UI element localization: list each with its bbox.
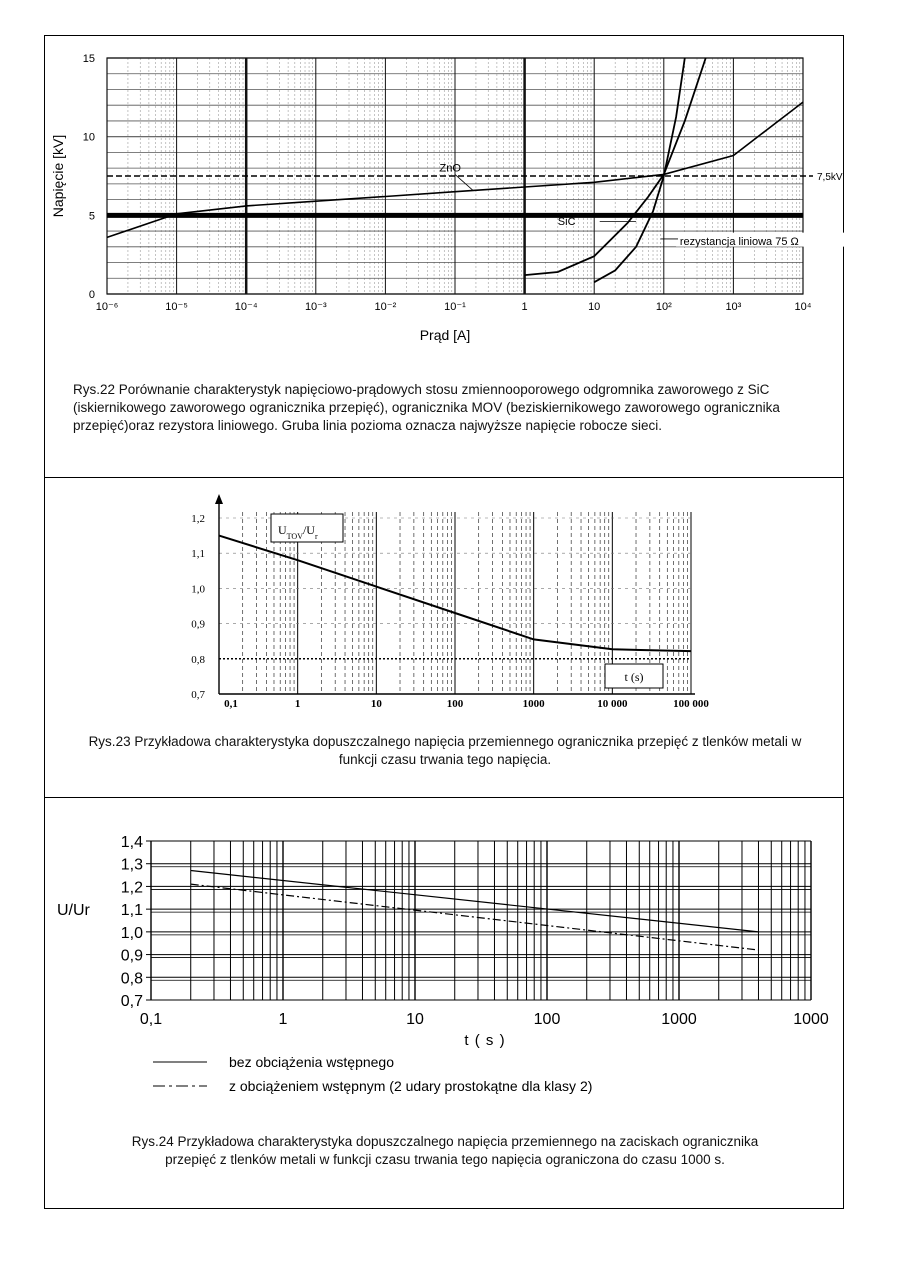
x-tick-label: 1 — [294, 698, 301, 710]
figure-22-panel — [44, 35, 844, 477]
y-tick-label: 0,7 — [120, 993, 143, 1010]
x-tick-label: 100 000 — [673, 698, 709, 710]
legend-preload-label: z obciążeniem wstępnym (2 udary prostokątne dla klasy 2) — [229, 1078, 593, 1094]
x-tick-label: 1000 — [661, 1011, 697, 1028]
x-unit-label: t (s) — [624, 670, 644, 684]
x-axis-label: Prąd [A] — [419, 327, 471, 343]
figure-24-panel — [44, 797, 844, 1209]
x-tick-label: 10 — [406, 1011, 424, 1028]
x-tick-label: 1 — [278, 1011, 288, 1028]
x-tick-label: 10⁻⁶ — [95, 301, 119, 313]
legend-no-preload-label: bez obciążenia wstępnego — [229, 1054, 395, 1070]
y-axis-label: U/Ur — [57, 902, 90, 920]
y-tick-label: 1,0 — [120, 924, 143, 942]
x-tick-label: 0,1 — [224, 698, 238, 710]
x-tick-label: 1000 — [522, 698, 545, 710]
y-tick-label: 1,2 — [120, 879, 143, 897]
x-tick-label: 10⁻⁵ — [165, 301, 188, 313]
y-axis-arrow — [215, 494, 223, 504]
y-tick-label: 0,9 — [120, 947, 143, 965]
x-tick-label: 1000 — [793, 1011, 829, 1028]
figure-23-caption-line2: funkcji czasu trwania tego napięcia. — [338, 752, 552, 767]
annotation-zno-leader — [455, 174, 473, 190]
x-tick-label: 10 000 — [597, 698, 628, 710]
x-tick-label: 10⁻⁴ — [234, 301, 258, 313]
y-tick-label: 0,8 — [120, 970, 143, 988]
figure-23-caption — [45, 733, 845, 769]
x-tick-label: 100 — [446, 698, 464, 710]
y-tick-label: 1,3 — [120, 856, 143, 874]
annotation-zno: ZnO — [439, 162, 461, 175]
y-tick-label: 0,9 — [191, 618, 205, 631]
figure-24-caption: Rys.24 Przykładowa charakterystyka dopuszczalnego napięcia przemiennego na zaciskach ogranicznika przepięć z tlenków metali w funkcji czasu trwania tego napięcia ograniczona do czasu 1000 s. — [131, 1134, 759, 1167]
figure-24-chart — [45, 798, 845, 1118]
y-tick-label: 1,0 — [191, 583, 205, 596]
figure-22-caption: Rys.22 Porównanie charakterystyk napięciowo-prądowych stosu zmiennooporowego odgromnika zaworowego z SiC (iskiernikowego zaworowego ogranicznika przepięć), ogranicznika MOV (beziskiernikowego zaworowego ogranicznika przepięć)oraz rezystora liniowego. Gruba linia pozioma oznacza najwyższe napięcie robocze sieci. — [73, 382, 780, 433]
figure-22-chart — [45, 36, 845, 376]
x-tick-label: 10 — [370, 698, 382, 710]
y-tick-label: 0,7 — [191, 689, 205, 701]
y-tick-label: 5 — [88, 210, 95, 223]
figure-23-caption-line1: Rys.23 Przykładowa charakterystyka dopuszczalnego napięcia przemiennego ogranicznika przepięć z tlenków metali w — [88, 734, 802, 749]
y-tick-label: 1,4 — [120, 834, 143, 851]
series-resistor-line — [594, 58, 685, 282]
x-tick-label: 100 — [533, 1011, 561, 1028]
y-tick-label: 1,1 — [191, 548, 205, 561]
y-tick-label: 10 — [82, 131, 95, 144]
y-tick-label: 1,1 — [120, 902, 143, 920]
y-tick-label: 1,2 — [191, 513, 205, 525]
legend-utov-ur — [271, 514, 343, 542]
annotation-7-5kv: 7,5kV — [817, 172, 843, 183]
x-tick-label: 10⁻³ — [304, 301, 327, 313]
figure-23-chart — [45, 478, 845, 728]
y-axis-label: Napięcie [kV] — [50, 134, 66, 218]
x-tick-label: 10⁻¹ — [444, 301, 466, 313]
y-tick-label: 0 — [88, 289, 95, 301]
x-tick-label: 10⁴ — [794, 301, 812, 313]
x-tick-label: 10³ — [725, 301, 742, 313]
figure-23-panel — [44, 477, 844, 797]
annotation-sic: SiC — [557, 215, 576, 228]
annotation-resistor: rezystancja liniowa 75 Ω — [679, 236, 799, 249]
x-tick-label: 1 — [521, 301, 528, 313]
x-tick-label: 10⁻² — [374, 301, 397, 313]
x-tick-label: 0,1 — [139, 1011, 163, 1028]
y-tick-label: 0,8 — [191, 653, 205, 666]
y-tick-label: 15 — [82, 53, 95, 65]
x-axis-label: t ( s ) — [464, 1032, 506, 1049]
x-tick-label: 10 — [588, 301, 601, 313]
x-tick-label: 10² — [655, 301, 672, 313]
legend-label: $U_{TOV}/U_r$ — [278, 523, 318, 541]
